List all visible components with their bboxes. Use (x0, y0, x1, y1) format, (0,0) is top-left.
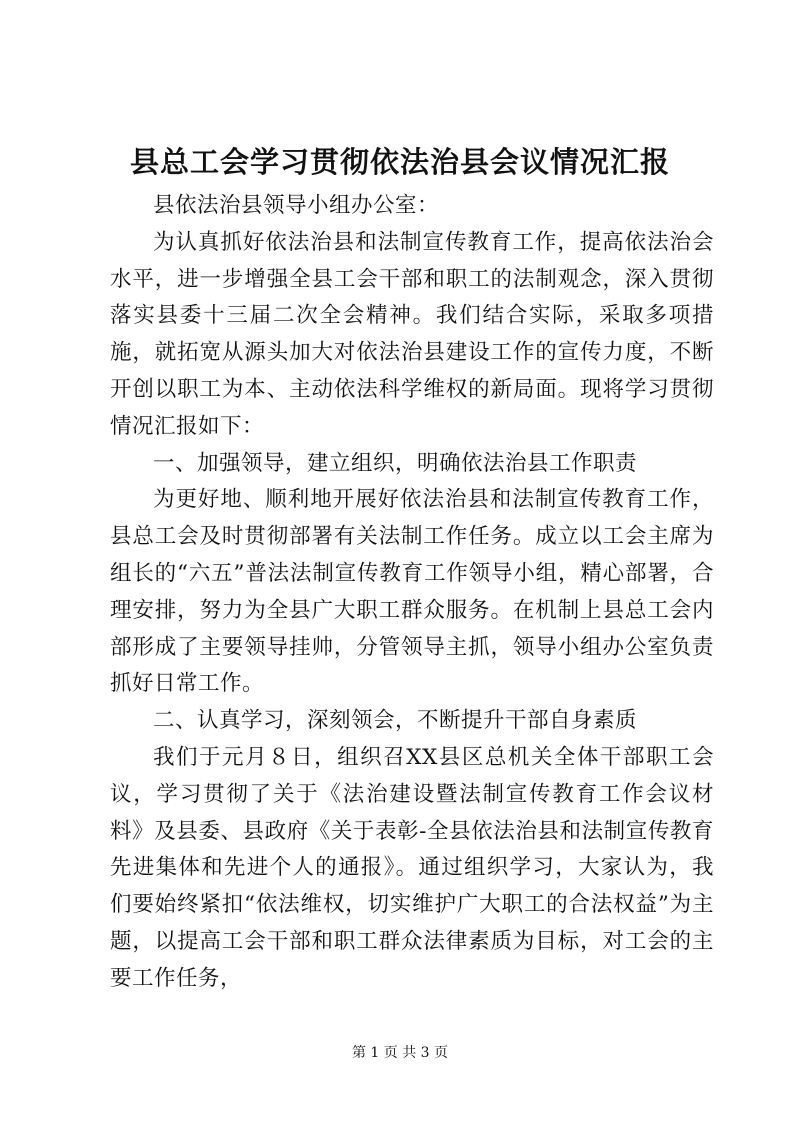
section-2-paragraph: 我们于元月８日，组织召XX县区总机关全体干部职工会议，学习贯彻了关于《法治建设暨法制宣传教育工作会议材料》及县委、县政府《关于表彰-全县依法治县和法制宣传教育先进集体和先进个人的通报》。通过组织学习，大家认为，我们要始终紧扣“依法维权，切实维护广大职工的合法权益”为主题，以提高工会干部和职工群众法律素质为目标，对工会的主要工作任务， (110, 744, 714, 991)
section-1-paragraph: 为更好地、顺利地开展好依法治县和法制宣传教育工作，县总工会及时贯彻部署有关法制工作任务。成立以工会主席为组长的“六五”普法法制宣传教育工作领导小组，精心部署，合理安排，努力为全县广大职工群众服务。在机制上县总工会内部形成了主要领导挂帅，分管领导主抓，领导小组办公室负责抓好日常工作。 (110, 487, 714, 697)
salutation-paragraph: 县依法治县领导小组办公室： (153, 193, 440, 218)
page-footer: 第 1 页 共 3 页 (351, 1045, 449, 1061)
document-body (110, 188, 714, 998)
section-heading-2: 二、认真学习，深刻领会，不断提升干部自身素质 (153, 708, 638, 734)
intro-paragraph: 为认真抓好依法治县和法制宣传教育工作，提高依法治会水平，进一步增强全县工会干部和职工的法制观念，深入贯彻落实县委十三届二次全会精神。我们结合实际，采取多项措施，就拓宽从源头加大对依法治县建设工作的宣传力度，不断开创以职工为本、主动依法科学维权的新局面。现将学习贯彻情况汇报如下： (110, 229, 714, 439)
section-heading-1: 一、加强领导，建立组织，明确依法治县工作职责 (153, 450, 638, 476)
document-title: 县总工会学习贯彻依法治县会议情况汇报 (129, 145, 670, 179)
